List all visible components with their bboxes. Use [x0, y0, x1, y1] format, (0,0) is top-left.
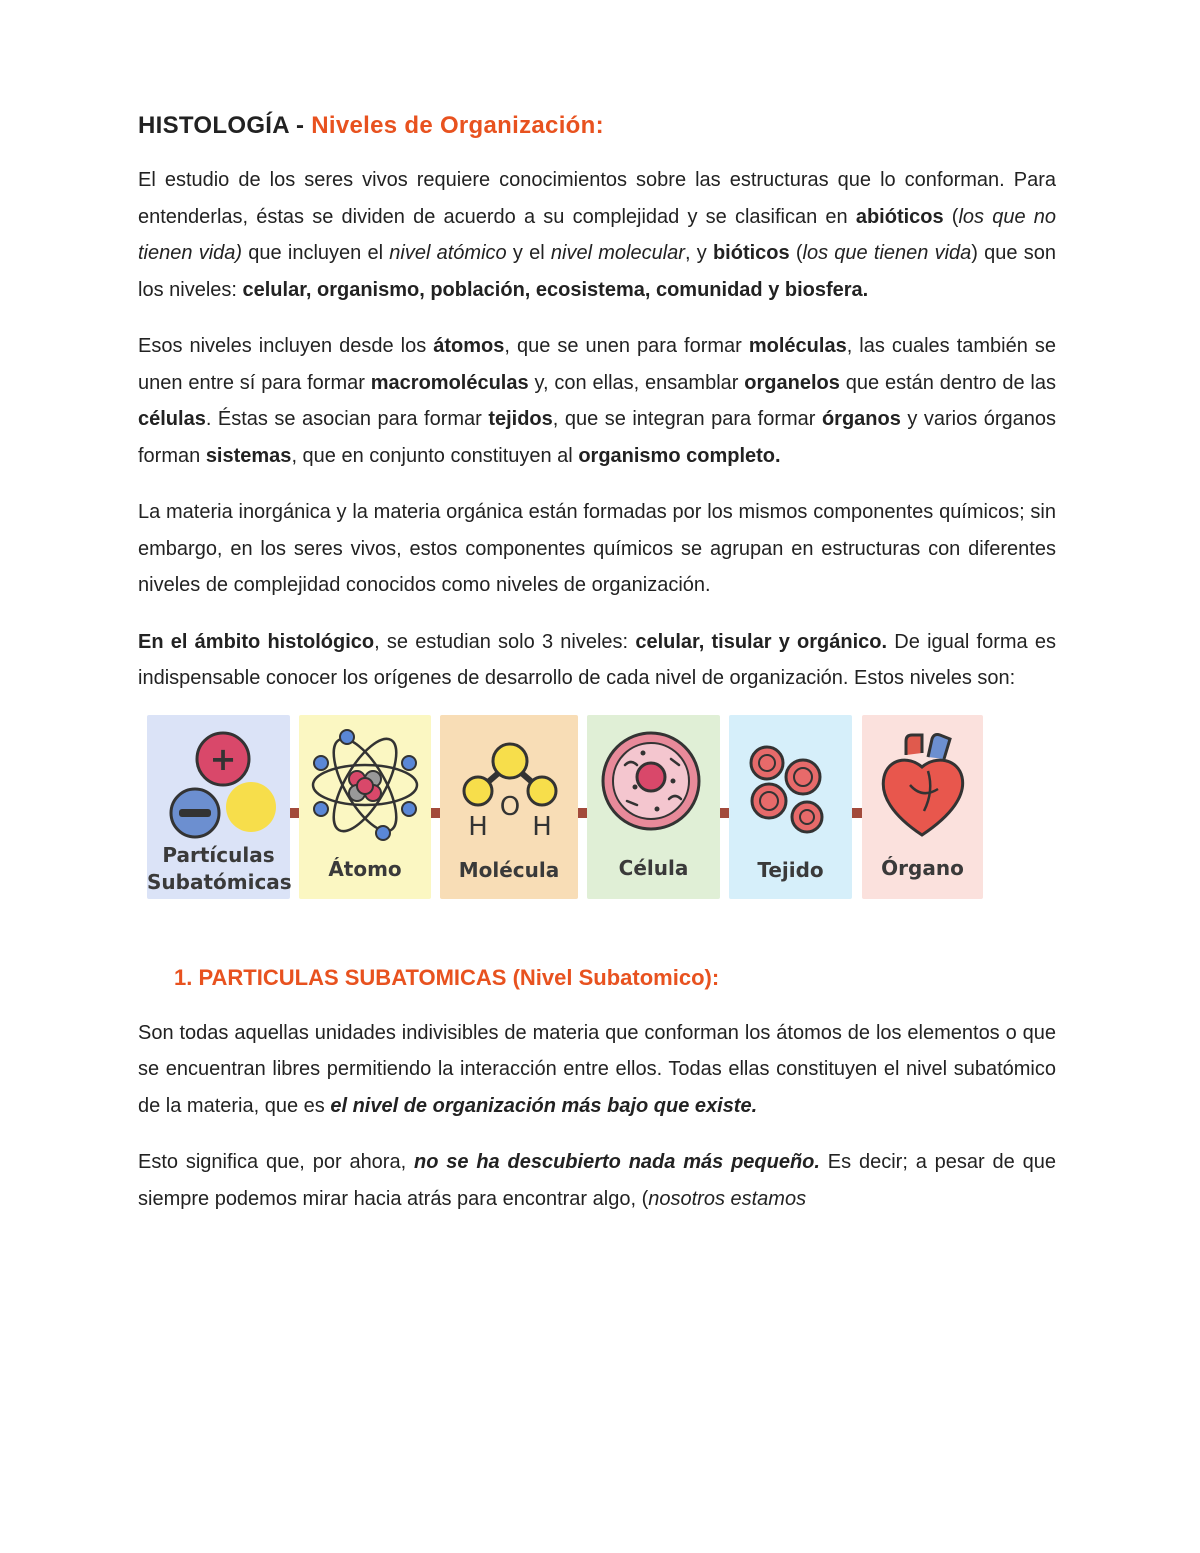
text-run: celular, organismo, población, ecosistema, comunidad y biosfera.	[242, 278, 869, 301]
text-run: El estudio de los seres vivos requiere conocimientos sobre las estructuras que lo conforman. Para entenderlas, éstas se dividen de acuerdo a su complejidad y se clasifican en	[138, 169, 1056, 228]
text-run: moléculas	[748, 335, 847, 357]
panel-subatomic	[147, 715, 290, 899]
text-run: Esto significa que, por ahora,	[138, 1151, 414, 1173]
text-run: no se ha descubierto nada más pequeño.	[413, 1151, 820, 1173]
text-run: (	[789, 242, 803, 264]
text-run: . Éstas se asocian para formar	[205, 408, 489, 430]
molecule-icon	[440, 715, 578, 845]
label-tissue: Tejido	[757, 857, 824, 882]
label-atom: Átomo	[328, 856, 402, 881]
title-main: HISTOLOGÍA -	[138, 112, 305, 139]
text-run: (	[943, 205, 959, 228]
text-run: organelos	[744, 371, 840, 394]
text-run: organismo completo.	[578, 444, 781, 467]
label-cell: Célula	[618, 855, 689, 880]
text-run: átomos	[433, 335, 505, 357]
text-run: , las cuales también se unen entre sí para formar	[138, 335, 1056, 394]
title-subtitle: Niveles de Organización:	[311, 112, 604, 139]
panel-cell	[587, 715, 720, 899]
text-run: ) que son los niveles:	[138, 242, 1057, 301]
section-number: 1.	[174, 964, 193, 990]
text-run: Son todas aquellas unidades indivisibles de materia que conforman los átomos de los elementos o que se encuentran libres permitiendo la interacción entre ellos. Todas ellas constituyen el nivel subatómico de la materia, que es	[138, 1021, 1056, 1117]
text-run: y, con ellas, ensamblar	[528, 371, 745, 394]
text-run: y el	[506, 242, 551, 264]
text-run: nivel molecular	[550, 242, 685, 264]
text-run: y varios órganos forman	[138, 408, 1056, 467]
text-run: , que se unen para formar	[504, 335, 749, 357]
atom-icon	[299, 715, 431, 845]
panel-molecule	[440, 715, 578, 899]
text-run: que están dentro de las	[839, 371, 1056, 394]
atom-letter-h1: H	[468, 811, 488, 842]
paragraph-subatomic-definition	[138, 1015, 1056, 1125]
text-run: nosotros estamos	[648, 1187, 807, 1210]
text-run: , y	[684, 242, 713, 264]
atom-letter-h2: H	[532, 811, 552, 842]
text-run: los que tienen vida	[802, 242, 972, 264]
label-organ: Órgano	[881, 855, 964, 880]
label-subatomic-line2: Subatómicas	[147, 869, 292, 894]
text-run: , que se integran para formar	[552, 408, 822, 430]
cell-icon	[587, 715, 720, 845]
text-run: que incluyen el	[242, 242, 390, 264]
heart-organ-icon	[862, 715, 983, 845]
text-run: La materia inorgánica y la materia orgánica están formadas por los mismos componentes químicos; sin embargo, en los seres vivos, estos componentes químicos se agrupan en estructuras con diferentes niveles de complejidad conocidos como niveles de organización.	[138, 501, 1056, 596]
panel-tissue	[729, 715, 852, 899]
text-run: tejidos	[488, 408, 553, 430]
text-run: sistemas	[205, 444, 292, 467]
text-run: órganos	[821, 408, 901, 430]
text-run: abióticos	[855, 205, 944, 228]
text-run: nivel atómico	[389, 242, 507, 264]
panel-organ	[862, 715, 983, 899]
label-subatomic-line1: Partículas	[162, 842, 275, 867]
paragraph-intro	[138, 162, 1056, 308]
text-run: De igual forma es indispensable conocer los orígenes de desarrollo de cada nivel de organización. Estos niveles son:	[138, 630, 1057, 689]
text-run: En el ámbito histológico	[138, 630, 375, 653]
atom-letter-o: O	[499, 791, 521, 822]
panel-atom	[299, 715, 431, 899]
text-run: bióticos	[712, 242, 790, 264]
organization-levels-diagram	[147, 715, 1056, 901]
paragraph-subatomic-meaning	[138, 1144, 1056, 1217]
page-title	[138, 112, 1056, 140]
text-run: macromoléculas	[370, 371, 529, 394]
text-run: Esos niveles incluyen desde los	[138, 335, 434, 357]
subatomic-particles-icon	[147, 715, 290, 845]
text-run: celular, tisular y orgánico.	[635, 630, 888, 653]
text-run: células	[138, 408, 206, 430]
paragraph-histology	[138, 624, 1056, 697]
text-run: los que no tienen vida)	[138, 205, 1057, 264]
text-run: el nivel de organización más bajo que existe.	[330, 1094, 758, 1117]
paragraph-levels	[138, 328, 1056, 474]
text-run: Es decir; a pesar de que siempre podemos mirar hacia atrás para encontrar algo, (	[138, 1151, 1056, 1210]
text-run: , que en conjunto constituyen al	[291, 444, 579, 467]
plus-sign: +	[209, 739, 237, 778]
tissue-icon	[729, 715, 852, 845]
document-page	[138, 112, 1056, 1237]
text-run: , se estudian solo 3 niveles:	[374, 630, 636, 653]
label-molecule: Molécula	[458, 857, 560, 882]
paragraph-matter	[138, 494, 1056, 604]
section-heading-subatomic	[174, 965, 1056, 991]
section-title: PARTICULAS SUBATOMICAS (Nivel Subatomico):	[198, 964, 720, 990]
